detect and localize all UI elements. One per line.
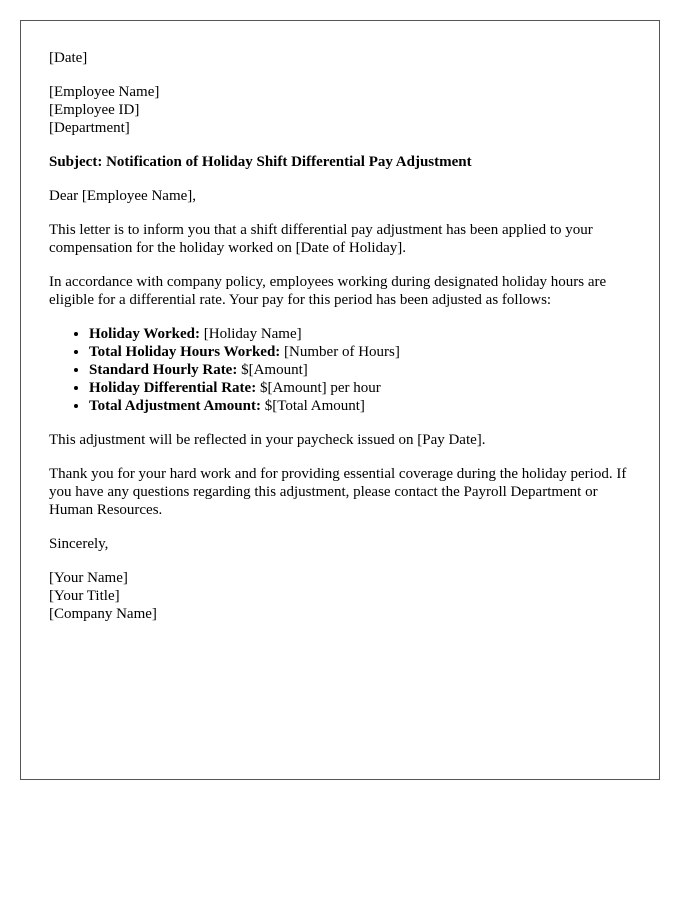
detail-label: Holiday Differential Rate: bbox=[89, 380, 257, 396]
detail-label: Standard Hourly Rate: bbox=[89, 362, 238, 378]
letter-subject: Subject: Notification of Holiday Shift Differential Pay Adjustment bbox=[49, 154, 472, 170]
detail-item-differential-rate bbox=[89, 379, 631, 397]
paragraph-intro: This letter is to inform you that a shift differential pay adjustment has been applied to your compensation for the holiday worked on [Date of Holiday]. bbox=[49, 222, 593, 256]
detail-item-total-hours bbox=[89, 343, 631, 361]
signature-name: [Your Name] bbox=[49, 570, 128, 586]
signature-block bbox=[49, 569, 631, 623]
detail-item-holiday-worked bbox=[89, 325, 631, 343]
letter-page bbox=[20, 20, 660, 780]
letter-date: [Date] bbox=[49, 50, 88, 66]
detail-label: Total Adjustment Amount: bbox=[89, 398, 261, 414]
paragraph-paycheck: This adjustment will be reflected in your paycheck issued on [Pay Date]. bbox=[49, 432, 486, 448]
detail-value: [Number of Hours] bbox=[280, 344, 400, 360]
detail-label: Holiday Worked: bbox=[89, 326, 200, 342]
signature-company: [Company Name] bbox=[49, 606, 157, 622]
salutation: Dear [Employee Name], bbox=[49, 188, 197, 204]
recipient-name: [Employee Name] bbox=[49, 84, 160, 100]
detail-item-total-adjustment bbox=[89, 397, 631, 415]
detail-value: $[Total Amount] bbox=[260, 398, 365, 414]
detail-value: $[Amount] bbox=[237, 362, 308, 378]
adjustment-details-list bbox=[49, 325, 631, 415]
recipient-block bbox=[49, 83, 631, 137]
detail-value: [Holiday Name] bbox=[200, 326, 302, 342]
paragraph-thanks: Thank you for your hard work and for providing essential coverage during the holiday period. If you have any questions regarding this adjustment, please contact the Payroll Department or Human Resources. bbox=[49, 466, 627, 518]
paragraph-policy: In accordance with company policy, employees working during designated holiday hours are eligible for a differential rate. Your pay for this period has been adjusted as follows: bbox=[49, 274, 607, 308]
recipient-id: [Employee ID] bbox=[49, 102, 140, 118]
signature-title: [Your Title] bbox=[49, 588, 120, 604]
detail-item-standard-rate bbox=[89, 361, 631, 379]
closing: Sincerely, bbox=[49, 536, 109, 552]
recipient-department: [Department] bbox=[49, 120, 130, 136]
detail-label: Total Holiday Hours Worked: bbox=[89, 344, 281, 360]
detail-value: $[Amount] per hour bbox=[256, 380, 381, 396]
